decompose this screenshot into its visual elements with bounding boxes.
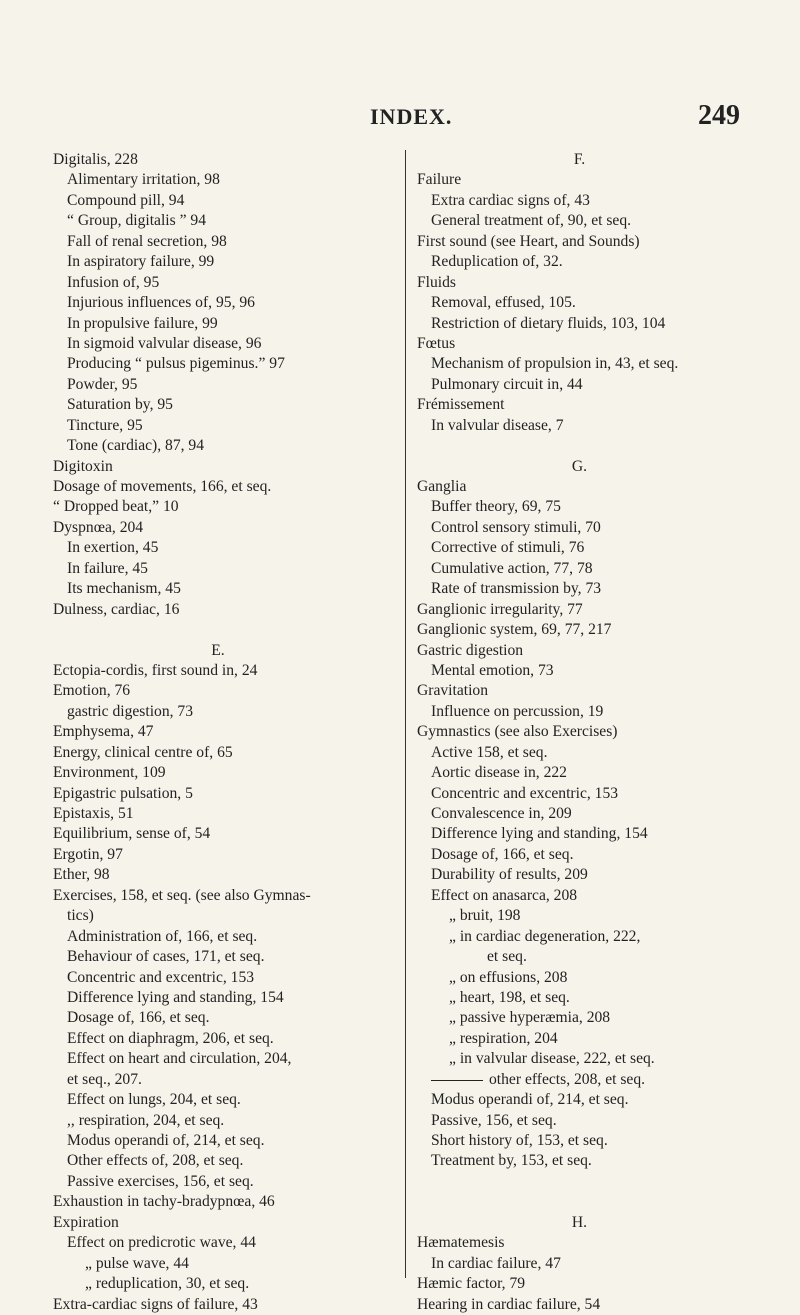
index-subentry: In failure, 45 — [67, 559, 148, 577]
index-subentry: Alimentary irritation, 98 — [67, 171, 220, 189]
index-subentry: Durability of results, 209 — [431, 866, 588, 884]
index-heading: Frémissement — [417, 396, 505, 414]
ditto-dash — [431, 1080, 483, 1081]
index-heading: Hæmatemesis — [417, 1234, 505, 1252]
index-subentry: „ respiration, 204 — [449, 1029, 558, 1047]
spacer — [417, 436, 762, 456]
index-subentry: Behaviour of cases, 171, et seq. — [67, 948, 265, 966]
index-subentry: General treatment of, 90, et seq. — [431, 212, 632, 230]
page-title: INDEX. — [370, 104, 453, 129]
index-heading: Gastric digestion — [417, 641, 524, 659]
index-heading: Ganglia — [417, 478, 467, 495]
index-heading: Hæmic factor, 79 — [417, 1275, 526, 1293]
page-number: 249 — [698, 100, 740, 131]
index-subentry: Aortic disease in, 222 — [431, 764, 567, 782]
index-subentry: Modus operandi of, 214, et seq. — [67, 1132, 265, 1149]
index-subentry: Injurious influences of, 95, 96 — [67, 294, 255, 312]
index-subentry: „ in valvular disease, 222, et seq. — [449, 1050, 655, 1068]
index-heading: Dyspnœa, 204 — [53, 518, 144, 536]
index-heading: “ Dropped beat,” 10 — [53, 498, 179, 516]
index-subentry: Administration of, 166, et seq. — [67, 927, 258, 945]
index-subentry: Difference lying and standing, 154 — [67, 988, 284, 1006]
index-heading: Exercises, 158, et seq. (see also Gymnas- — [53, 886, 311, 904]
index-heading: Environment, 109 — [53, 764, 166, 782]
index-heading: Ganglionic system, 69, 77, 217 — [417, 621, 612, 639]
index-heading: Exhaustion in tachy-bradypnœa, 46 — [53, 1193, 275, 1211]
index-heading: Gravitation — [417, 682, 489, 700]
index-heading: Digitoxin — [53, 457, 113, 475]
index-subentry: Extra cardiac signs of, 43 — [431, 191, 590, 209]
index-subentry: Tone (cardiac), 87, 94 — [67, 437, 205, 455]
section-letter: F. — [573, 151, 586, 168]
index-subentry: Compound pill, 94 — [67, 191, 185, 209]
index-subentry: Saturation by, 95 — [67, 396, 173, 414]
index-heading: Dulness, cardiac, 16 — [53, 600, 180, 618]
index-subentry: et seq., 207. — [67, 1070, 142, 1088]
index-subentry: In exertion, 45 — [67, 539, 159, 557]
index-heading: Ganglionic irregularity, 77 — [417, 600, 583, 618]
index-subentry: Pulmonary circuit in, 44 — [431, 375, 583, 393]
index-entry-text: other effects, 208, et seq. — [489, 1070, 646, 1088]
index-subentry: Effect on heart and circulation, 204, — [67, 1050, 292, 1068]
index-subentry: “ Group, digitalis ” 94 — [67, 212, 207, 230]
index-subentry: et seq. — [487, 948, 527, 966]
index-subentry: Fall of renal secretion, 98 — [67, 232, 227, 250]
spacer — [53, 620, 403, 640]
index-subentry: Passive exercises, 156, et seq. — [67, 1172, 254, 1190]
index-heading: Dosage of movements, 166, et seq. — [53, 478, 272, 495]
index-subentry: Dosage of, 166, et seq. — [431, 845, 574, 863]
index-subentry: Buffer theory, 69, 75 — [431, 498, 561, 516]
index-subentry: „ on effusions, 208 — [449, 968, 568, 986]
spacer — [417, 1192, 762, 1212]
index-subentry: Rate of transmission by, 73 — [431, 580, 602, 598]
index-subentry: Effect on predicrotic wave, 44 — [67, 1234, 256, 1252]
index-heading: Expiration — [53, 1213, 119, 1231]
index-subentry: „ bruit, 198 — [449, 907, 521, 925]
index-subentry: Passive, 156, et seq. — [431, 1111, 557, 1129]
page-header — [0, 100, 800, 140]
spacer — [417, 1172, 762, 1192]
index-subentry: Powder, 95 — [67, 375, 138, 393]
index-subentry: Convalescence in, 209 — [431, 805, 572, 822]
index-subentry: Effect on diaphragm, 206, et seq. — [67, 1029, 274, 1047]
index-subentry: Control sensory stimuli, 70 — [431, 518, 601, 536]
index-subentry: „ reduplication, 30, et seq. — [85, 1275, 250, 1293]
index-column-left — [53, 150, 403, 1315]
index-heading: Extra-cardiac signs of failure, 43 — [53, 1295, 258, 1313]
index-subentry: Mental emotion, 73 — [431, 661, 554, 679]
index-subentry: Cumulative action, 77, 78 — [431, 559, 593, 577]
index-subentry: Effect on lungs, 204, et seq. — [67, 1091, 241, 1109]
index-subentry: Its mechanism, 45 — [67, 580, 181, 598]
index-subentry: Reduplication of, 32. — [431, 253, 563, 271]
index-heading: Epistaxis, 51 — [53, 805, 134, 822]
index-subentry: Infusion of, 95 — [67, 273, 160, 291]
index-heading: Epigastric pulsation, 5 — [53, 784, 193, 802]
index-heading: Emotion, 76 — [53, 682, 131, 700]
index-heading: Gymnastics (see also Exercises) — [417, 723, 618, 741]
index-subentry: Other effects of, 208, et seq. — [67, 1152, 244, 1170]
index-subentry: gastric digestion, 73 — [67, 702, 194, 720]
index-heading: Equilibrium, sense of, 54 — [53, 825, 211, 843]
index-subentry: Corrective of stimuli, 76 — [431, 539, 585, 557]
index-heading: Ectopia-cordis, first sound in, 24 — [53, 661, 258, 679]
index-subentry: Restriction of dietary fluids, 103, 104 — [431, 314, 666, 332]
index-subentry: ,, respiration, 204, et seq. — [67, 1111, 225, 1129]
index-subentry: Producing “ pulsus pigeminus.” 97 — [67, 355, 285, 373]
index-subentry: „ in cardiac degeneration, 222, — [449, 927, 641, 945]
section-letter: E. — [211, 641, 225, 659]
column-divider — [405, 150, 406, 1278]
index-subentry: „ passive hyperæmia, 208 — [449, 1009, 611, 1027]
index-subentry: „ pulse wave, 44 — [85, 1254, 189, 1272]
index-subentry: Tincture, 95 — [67, 416, 143, 434]
index-column-right — [417, 150, 762, 1315]
index-subentry: Dosage of, 166, et seq. — [67, 1009, 210, 1027]
index-subentry: Concentric and excentric, 153 — [67, 968, 255, 986]
index-subentry: Concentric and excentric, 153 — [431, 784, 619, 802]
index-subentry: Treatment by, 153, et seq. — [431, 1152, 592, 1170]
index-subentry: Mechanism of propulsion in, 43, et seq. — [431, 355, 679, 373]
index-entry — [417, 1070, 762, 1090]
section-letter: H. — [571, 1213, 588, 1231]
index-subentry: In propulsive failure, 99 — [67, 314, 218, 332]
index-heading: Failure — [417, 171, 462, 189]
index-subentry: Influence on percussion, 19 — [431, 702, 604, 720]
index-subentry: In valvular disease, 7 — [431, 416, 564, 434]
index-subentry: Short history of, 153, et seq. — [431, 1132, 608, 1149]
index-subentry: Effect on anasarca, 208 — [431, 886, 578, 904]
index-subentry: „ heart, 198, et seq. — [449, 988, 570, 1006]
index-subentry: In cardiac failure, 47 — [431, 1254, 561, 1272]
index-heading: Hearing in cardiac failure, 54 — [417, 1295, 601, 1313]
index-heading: Energy, clinical centre of, 65 — [53, 743, 233, 761]
index-heading: Fœtus — [417, 334, 456, 352]
index-subentry: In sigmoid valvular disease, 96 — [67, 334, 262, 352]
index-subentry: Removal, effused, 105. — [431, 294, 576, 312]
index-heading: Ergotin, 97 — [53, 845, 123, 863]
index-heading: Ether, 98 — [53, 866, 110, 884]
index-heading: First sound (see Heart, and Sounds) — [417, 232, 640, 250]
index-subentry: Modus operandi of, 214, et seq. — [431, 1091, 629, 1109]
index-subentry: Difference lying and standing, 154 — [431, 825, 648, 843]
index-heading: Emphysema, 47 — [53, 723, 154, 741]
index-heading: Fluids — [417, 273, 456, 291]
index-heading: Digitalis, 228 — [53, 151, 138, 168]
index-subentry: Active 158, et seq. — [431, 743, 548, 761]
index-subentry: In aspiratory failure, 99 — [67, 253, 215, 271]
section-letter: G. — [571, 457, 588, 475]
index-subentry: tics) — [67, 907, 94, 925]
